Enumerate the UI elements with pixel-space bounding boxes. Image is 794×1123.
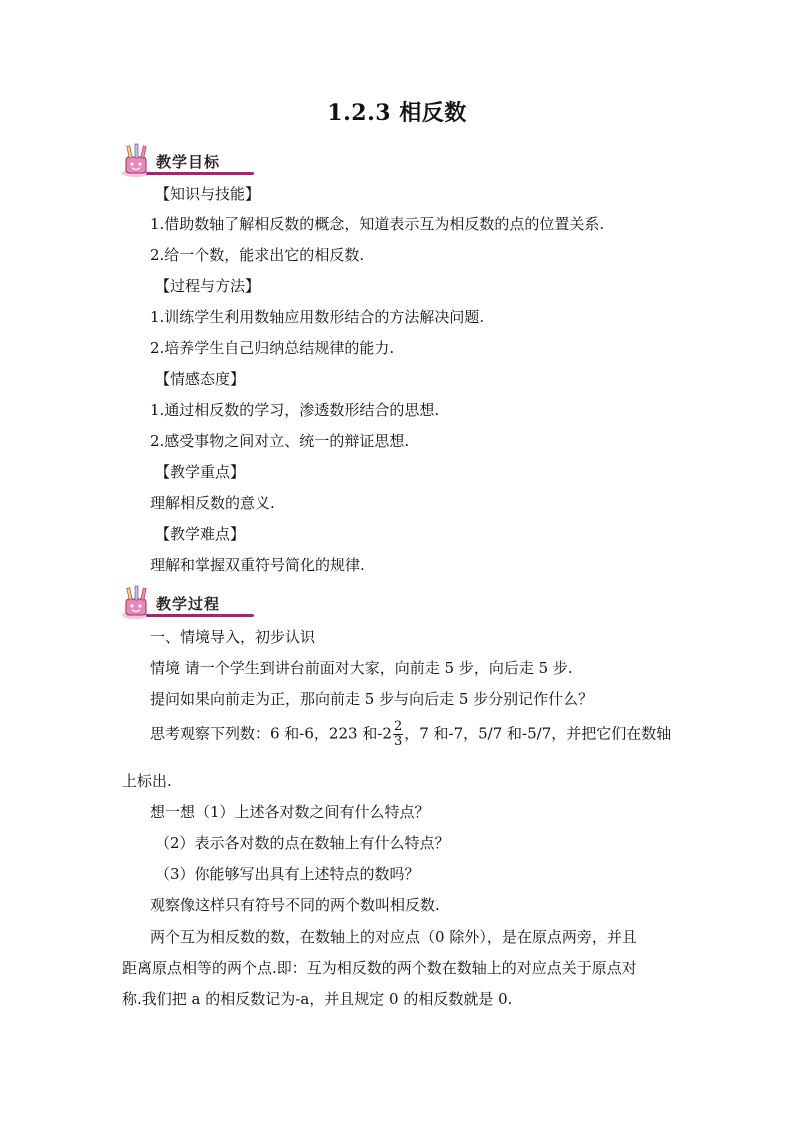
text-line: （3）你能够写出具有上述特点的数吗？ [155, 865, 420, 883]
page-title: 1.2.3 相反数 [327, 100, 467, 126]
text-line: 称.我们把 a 的相反数记为-a，并且规定 0 的相反数就是 0. [122, 990, 513, 1008]
text-line: 2.感受事物之间对立、统一的辩证思想. [150, 432, 410, 450]
text-line: 观察像这样只有符号不同的两个数叫相反数. [150, 896, 440, 914]
text-line: 两个互为相反数的数，在数轴上的对应点（0 除外），是在原点两旁，并且 [150, 928, 637, 946]
text-line: 1.通过相反数的学习，渗透数形结合的思想. [150, 401, 440, 419]
fraction-numerator: 2 [393, 719, 403, 734]
text-segment: 思考观察下列数：6 和-6，223 和-2 [150, 724, 392, 743]
section-banner-goals [116, 143, 256, 179]
heading-key-point: 【教学重点】 [155, 463, 246, 481]
text-line: 想一想（1）上述各对数之间有什么特点？ [150, 803, 430, 821]
heading-attitude: 【情感态度】 [155, 370, 246, 388]
text-line: 上标出. [122, 772, 172, 790]
heading-method: 【过程与方法】 [155, 277, 261, 295]
section-banner-label: 教学目标 [156, 153, 221, 171]
text-line: 提问如果向前走为正，那向前走 5 步与向后走 5 步分别记作什么？ [150, 690, 594, 708]
text-line: 情境 请一个学生到讲台前面对大家，向前走 5 步，向后走 5 步. [150, 659, 573, 677]
text-line: 理解相反数的意义. [150, 494, 275, 512]
fraction [393, 720, 403, 749]
fraction-denominator: 3 [393, 734, 403, 749]
text-line: 一、情境导入，初步认识 [150, 628, 316, 646]
section-banner-process [116, 585, 256, 621]
text-line: 2.给一个数，能求出它的相反数. [150, 246, 365, 264]
banner-underline [146, 614, 254, 617]
heading-knowledge: 【知识与技能】 [155, 185, 261, 203]
text-line: 1.训练学生利用数轴应用数形结合的方法解决问题. [150, 308, 485, 326]
banner-underline [146, 172, 254, 175]
text-line: （2）表示各对数的点在数轴上有什么特点？ [155, 834, 450, 852]
section-banner-label: 教学过程 [156, 595, 221, 613]
text-line: 理解和掌握双重符号简化的规律. [150, 556, 365, 574]
text-line: 2.培养学生自己归纳总结规律的能力. [150, 339, 395, 357]
text-line: 1.借助数轴了解相反数的概念，知道表示互为相反数的点的位置关系. [150, 215, 605, 233]
text-segment: ，7 和-7，5/7 和-5/7，并把它们在数轴 [404, 724, 672, 743]
text-line: 距离原点相等的两个点.即：互为相反数的两个数在数轴上的对应点关于原点对 [122, 959, 637, 977]
heading-difficulty: 【教学难点】 [155, 525, 246, 543]
text-line-with-fraction [150, 720, 671, 749]
